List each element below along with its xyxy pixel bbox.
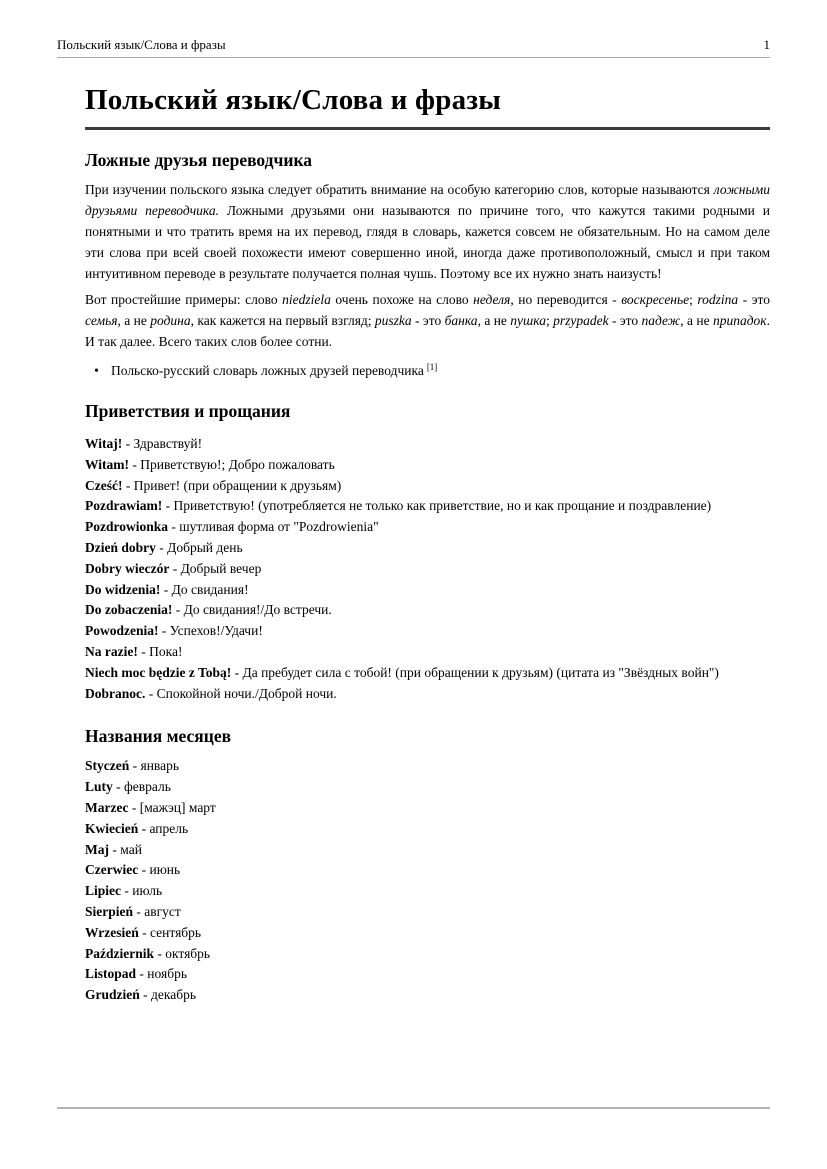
month-term: Sierpień: [85, 903, 134, 919]
page-number: 1: [763, 37, 770, 52]
month-definition: - сентябрь: [142, 924, 202, 940]
phrase-term: Witaj!: [85, 436, 123, 451]
phrase-term: Pozdrowionka: [85, 519, 169, 535]
section-false-friends: [85, 150, 770, 381]
greetings-list: [85, 434, 770, 704]
footnote-ref: [1]: [426, 361, 438, 372]
section-heading-false-friends: Ложные друзья переводчика: [85, 150, 313, 170]
phrase-definition: - Приветствую! (употребляется не только как приветствие, но и как прощание и поздравление): [165, 498, 712, 514]
phrase-definition: - Добрый день: [159, 539, 243, 555]
phrase-item: [85, 455, 770, 476]
month-item: [85, 902, 770, 923]
month-term: Kwiecień: [85, 820, 139, 836]
phrase-definition: - шутливая форма от "Pozdrowienia": [171, 519, 379, 535]
phrase-definition: - Приветствую!; Добро пожаловать: [132, 456, 335, 472]
month-term: Wrzesień: [85, 924, 139, 940]
phrase-term: Witam!: [85, 456, 129, 472]
month-item: [85, 777, 770, 798]
phrase-term: Dobry wieczór: [85, 560, 170, 576]
phrase-definition: - Спокойной ночи./Доброй ночи.: [148, 685, 337, 701]
month-definition: - февраль: [116, 779, 171, 795]
phrase-item: [85, 663, 770, 684]
phrase-definition: - Добрый вечер: [172, 560, 262, 576]
phrase-term: Na razie!: [85, 643, 138, 659]
phrase-definition: - Привет! (при обращении к друзьям): [125, 477, 342, 493]
paragraph-false-friends-1: При изучении польского языка следует обратить внимание на особую категорию слов, которые называются ложными друзьями переводчика. Ложными друзьями они называются по причине того, что кажутся такими родными и понятными и что тратить время на их перевод, глядя в словарь, кажется совсем не обязательным. Но на самом деле эти слова при всей своей похожести имеют совершенно иной, иногда даже противоположный, смысл и при таком интуитивном переводе в результате получается полная чушь. Поэтому все их нужно знать наизусть!: [85, 182, 770, 281]
month-item: [85, 819, 770, 840]
month-term: Lipiec: [85, 883, 121, 899]
phrase-definition: - Успехов!/Удачи!: [161, 623, 263, 639]
footer-rule: [57, 1107, 770, 1109]
phrase-term: Powodzenia!: [85, 623, 159, 639]
month-item: [85, 860, 770, 881]
title-rule: [85, 127, 770, 130]
phrase-item: [85, 559, 770, 580]
month-term: Grudzień: [85, 987, 140, 1003]
bullet-marker: •: [94, 363, 99, 378]
month-item: [85, 944, 770, 965]
month-definition: - январь: [132, 758, 180, 774]
month-definition: - август: [136, 903, 181, 919]
month-term: Marzec: [85, 799, 129, 815]
page-header: [57, 38, 770, 58]
month-definition: - май: [112, 841, 142, 857]
phrase-term: Dobranoc.: [85, 685, 146, 701]
phrase-definition: - Да пребудет сила с тобой! (при обращении к друзьям) (цитата из "Звёздных войн"): [234, 664, 719, 680]
month-definition: - [мажэц] март: [131, 799, 216, 815]
month-definition: - октябрь: [157, 945, 211, 961]
month-term: Październik: [85, 945, 154, 961]
phrase-definition: - Здравствуй!: [125, 436, 203, 451]
month-term: Listopad: [85, 966, 137, 982]
dictionary-link-text: Польско-русский словарь ложных друзей переводчика [1]: [111, 361, 438, 378]
phrase-item: [85, 600, 770, 621]
phrase-item: [85, 621, 770, 642]
phrase-term: Dzień dobry: [85, 539, 156, 555]
month-item: [85, 840, 770, 861]
phrase-item: [85, 496, 770, 517]
months-list: [85, 756, 770, 1006]
month-item: [85, 964, 770, 985]
phrase-term: Niech moc będzie z Tobą!: [85, 664, 232, 680]
month-item: [85, 756, 770, 777]
month-definition: - июнь: [141, 862, 181, 878]
section-heading-months: Названия месяцев: [85, 726, 232, 747]
phrase-definition: - До свидания!: [163, 581, 249, 597]
phrase-term: Cześć!: [85, 477, 123, 493]
phrase-term: Do zobaczenia!: [85, 602, 173, 618]
month-definition: - декабрь: [143, 987, 196, 1003]
phrase-item: [85, 517, 770, 538]
bullet-list-item: [85, 360, 770, 381]
phrase-term: Do widzenia!: [85, 581, 161, 597]
paragraph-false-friends-2: Вот простейшие примеры: слово niedziela очень похоже на слово неделя, но переводится - воскресенье; rodzina - это семья, а не родина, как кажется на первый взгляд; puszka - это банка, а не пушка; przypadek - это падеж, а не припадок. И так далее. Всего таких слов более сотни.: [85, 292, 770, 349]
phrase-definition: - До свидания!/До встречи.: [175, 602, 332, 618]
section-months: [85, 726, 770, 1006]
phrase-term: Pozdrawiam!: [85, 498, 163, 514]
month-item: [85, 985, 770, 1006]
month-item: [85, 881, 770, 902]
running-header-title: Польский язык/Слова и фразы: [57, 37, 226, 52]
month-term: Czerwiec: [85, 862, 139, 878]
month-item: [85, 798, 770, 819]
month-term: Styczeń: [85, 758, 130, 774]
phrase-item: [85, 476, 770, 497]
page-title: Польский язык/Слова и фразы: [85, 84, 502, 116]
phrase-item: [85, 684, 770, 705]
section-heading-greetings: Приветствия и прощания: [85, 401, 291, 421]
month-definition: - июль: [124, 883, 163, 899]
month-definition: - апрель: [141, 820, 189, 836]
phrase-item: [85, 580, 770, 601]
month-term: Luty: [85, 779, 113, 795]
phrase-item: [85, 538, 770, 559]
section-greetings: [85, 401, 770, 704]
month-definition: - ноябрь: [139, 966, 187, 982]
month-term: Maj: [85, 841, 109, 857]
phrase-item: [85, 642, 770, 663]
phrase-item: [85, 434, 770, 455]
phrase-definition: - Пока!: [141, 643, 183, 659]
month-item: [85, 923, 770, 944]
